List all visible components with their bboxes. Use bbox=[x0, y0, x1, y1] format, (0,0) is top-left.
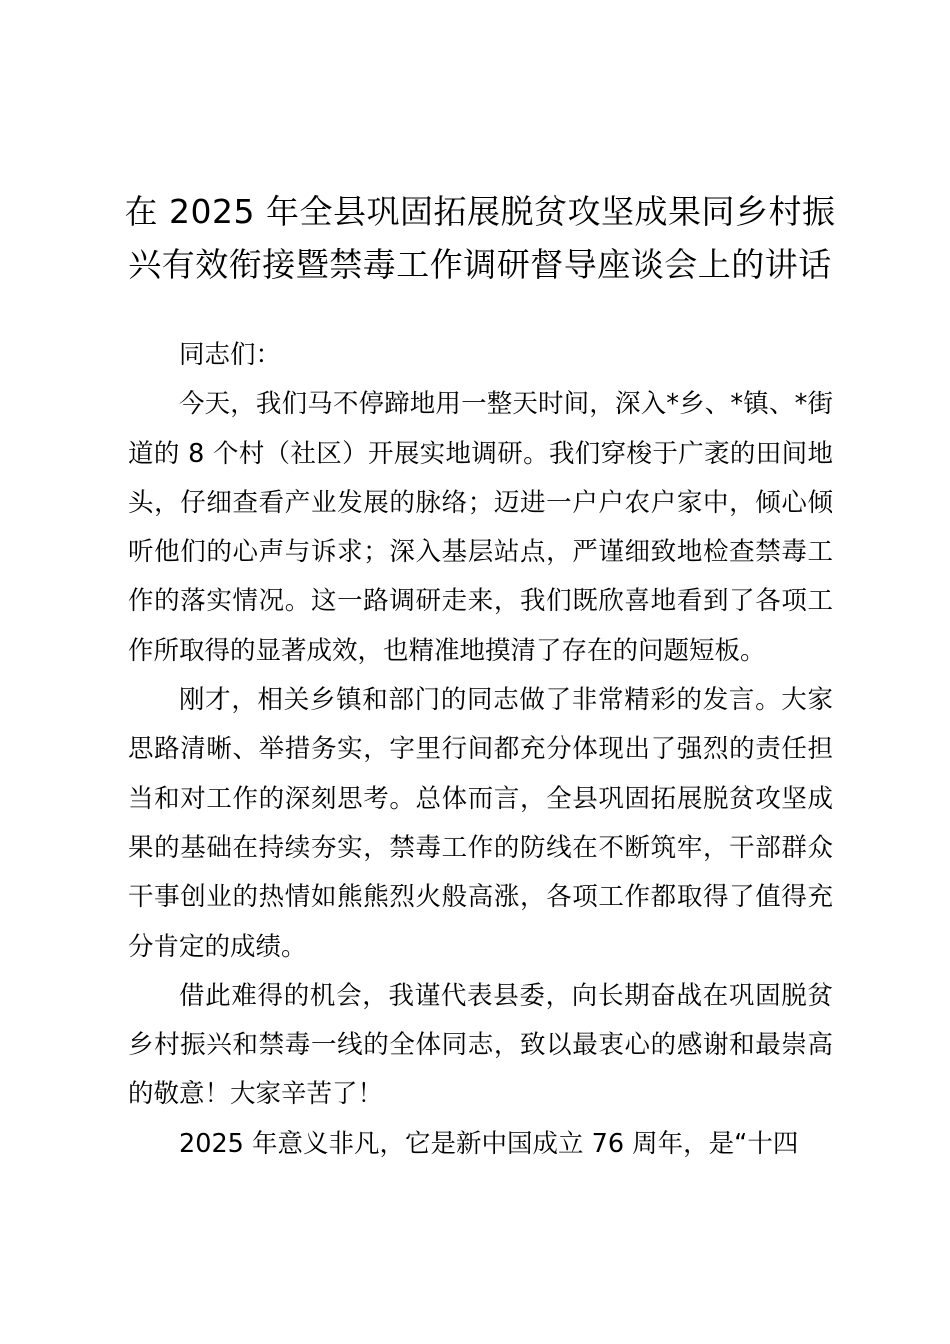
document-title: 在 2025 年全县巩固拓展脱贫攻坚成果同乡村振兴有效衔接暨禁毒工作调研督导座谈会上的讲话 bbox=[124, 192, 836, 284]
paragraph: 2025 年意义非凡，它是新中国成立 76 周年，是“十四 bbox=[179, 1128, 799, 1159]
paragraph: 借此难得的机会，我谨代表县委，向长期奋战在巩固脱贫乡村振兴和禁毒一线的全体同志，致以最衷心的感谢和最崇高的敬意！大家辛苦了！ bbox=[128, 980, 833, 1110]
document-body bbox=[128, 331, 833, 1169]
salutation: 同志们： bbox=[179, 340, 282, 370]
paragraph: 刚才，相关乡镇和部门的同志做了非常精彩的发言。大家思路清晰、举措务实，字里行间都充分体现出了强烈的责任担当和对工作的深刻思考。总体而言，全县巩固拓展脱贫攻坚成果的基础在持续夯实，禁毒工作的防线在不断筑牢，干部群众干事创业的热情如熊熊烈火般高涨，各项工作都取得了值得充分肯定的成绩。 bbox=[128, 685, 833, 962]
paragraph: 今天，我们马不停蹄地用一整天时间，深入*乡、*镇、*街道的 8 个村（社区）开展实地调研。我们穿梭于广袤的田间地头，仔细查看产业发展的脉络；迈进一户户农户家中，倾心倾听他们的心声与诉求；深入基层站点，严谨细致地检查禁毒工作的落实情况。这一路调研走来，我们既欣喜地看到了各项工作所取得的显著成效，也精准地摸清了存在的问题短板。 bbox=[128, 389, 833, 666]
